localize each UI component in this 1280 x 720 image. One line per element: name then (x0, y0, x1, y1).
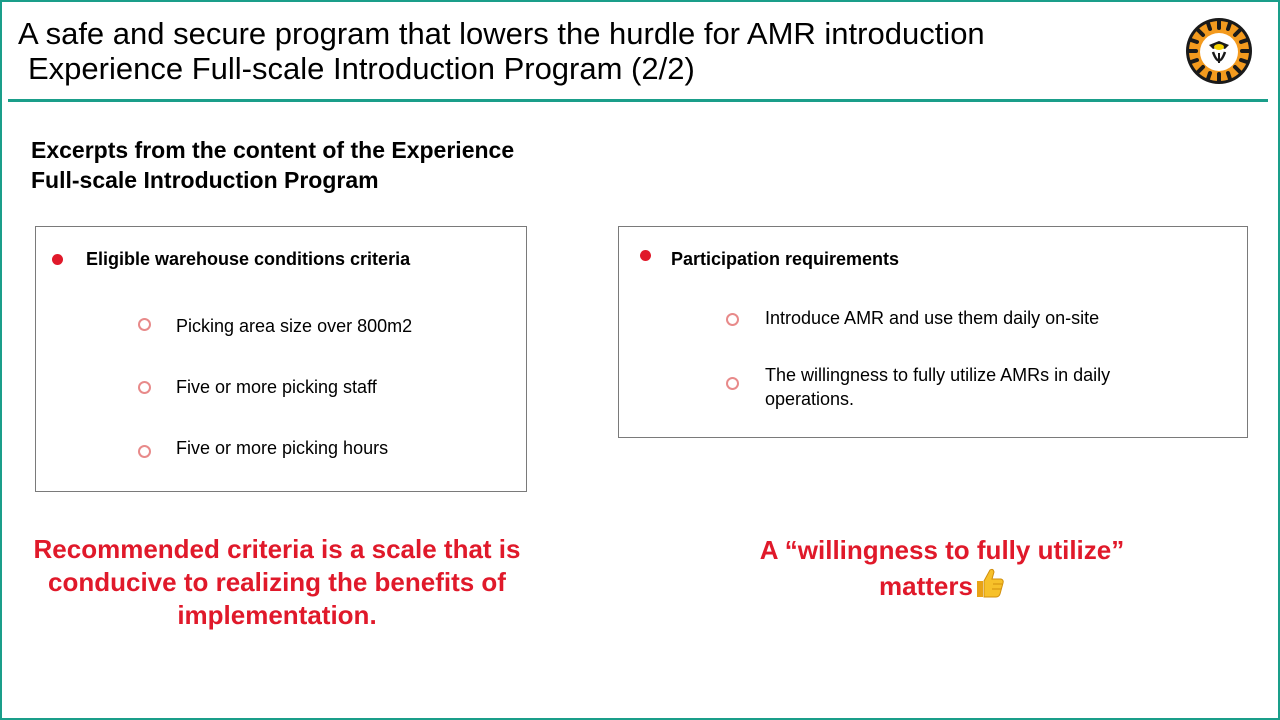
ring-bullet-icon (726, 377, 739, 390)
willingness-callout (702, 534, 1182, 607)
section-heading (31, 135, 591, 195)
list-item: Introduce AMR and use them daily on-site (765, 308, 1100, 328)
eligibility-criteria-title: Eligible warehouse conditions criteria (86, 249, 411, 269)
willingness-callout-line1: A “willingness to fully utilize” (759, 535, 1125, 565)
willingness-callout-matters: matters (879, 571, 973, 601)
list-item: Five or more picking staff (176, 377, 377, 397)
thumbs-up-icon (973, 567, 1005, 607)
header-divider (8, 99, 1268, 102)
recommendation-callout: Recommended criteria is a scale that is conducive to realizing the benefits of implementation. (33, 534, 521, 630)
ring-bullet-icon (138, 318, 151, 331)
ring-bullet-icon (138, 445, 151, 458)
list-item: Picking area size over 800m2 (176, 316, 413, 336)
page-subtitle: Experience Full-scale Introduction Program (2/2) (28, 51, 695, 86)
participation-requirements-card (618, 226, 1248, 438)
willingness-callout-line2 (702, 567, 1182, 607)
section-heading-line1: Excerpts from the content of the Experience (31, 137, 515, 163)
participation-requirements-title: Participation requirements (671, 249, 900, 269)
eligibility-criteria-card (35, 226, 527, 492)
list-item: Five or more picking hours (176, 438, 389, 458)
filled-bullet-icon (640, 250, 651, 261)
list-item: The willingness to fully utilize AMRs in daily operations. (765, 365, 1111, 409)
page-title: A safe and secure program that lowers the hurdle for AMR introduction (18, 16, 985, 51)
tiger-logo-icon (1185, 17, 1253, 85)
ring-bullet-icon (726, 313, 739, 326)
ring-bullet-icon (138, 381, 151, 394)
section-heading-line2: Full-scale Introduction Program (31, 167, 379, 193)
filled-bullet-icon (52, 254, 63, 265)
